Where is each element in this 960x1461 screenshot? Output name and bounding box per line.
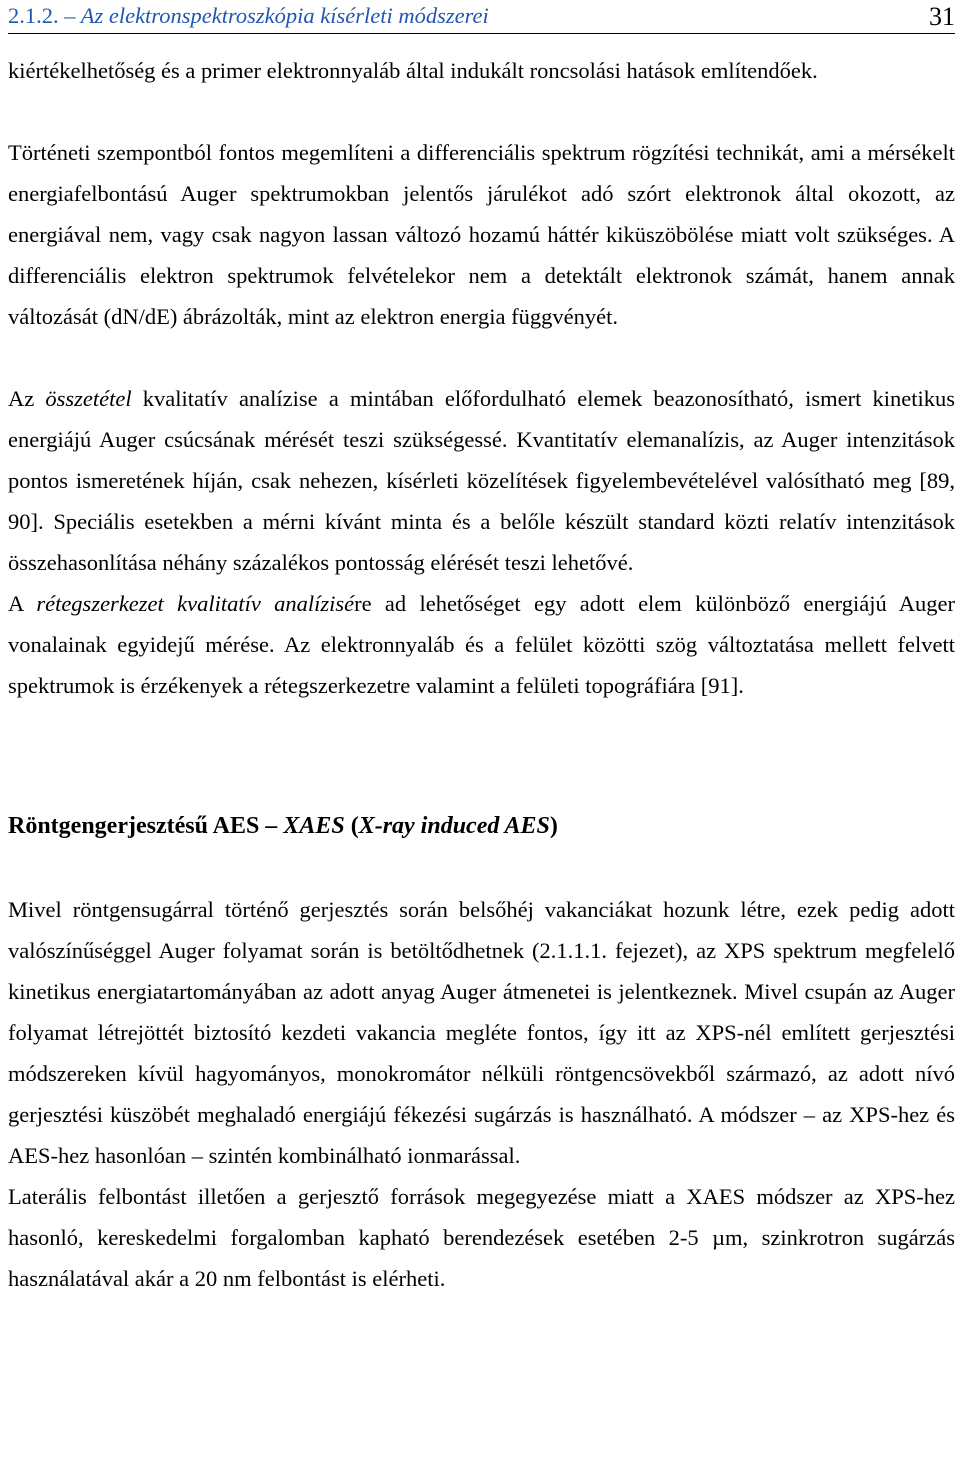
section-heading	[8, 806, 955, 847]
heading-part-1: Röntgengerjesztésű AES –	[8, 813, 284, 839]
header-section-title	[8, 3, 489, 29]
document-page	[8, 0, 955, 1299]
paragraph-3-start: Az	[8, 386, 46, 411]
heading-close-paren: )	[549, 813, 558, 839]
heading-abbrev: XAES	[283, 813, 345, 839]
paragraph-1: kiértékelhetőség és a primer elektronnyaláb által indukált roncsolási hatások említendőek.	[8, 58, 818, 83]
paragraph-5: Mivel röntgensugárral történő gerjesztés során belsőhéj vakanciákat hozunk létre, ezek pedig adott valószínűséggel Auger folyamat során is betöltődhetnek (2.1.1.1. fejezet), az XPS spektrum megfelelő kinetikus energiatartományában az adott anyag Auger átmenetei is jelentkeznek. Mivel csupán az Auger folyamat létrejöttét biztosító kezdeti vakancia megléte fontos, így itt az XPS-nél említett gerjesztési módszereken kívül hagyományos, monokromátor nélküli röntgencsövekből származó, az adott nívó gerjesztési küszöbét meghaladó energiájú fékezési sugárzás is használható. A módszer – az XPS-hez és AES-hez hasonlóan – szintén kombinálható ionmarással.	[8, 897, 955, 1168]
heading-expansion: X-ray induced AES	[358, 813, 550, 839]
paragraph-3	[8, 378, 955, 583]
page-number: 31	[929, 2, 955, 31]
paragraph-2: Történeti szempontból fontos megemlíteni a differenciális spektrum rögzítési technikát, ami a mérsékelt energiafelbontású Auger spektrumokban jelentős járulékot adó szórt elektronok által okozott, az energiával nem, vagy csak nagyon lassan változó hozamú háttér kiküszöbölése miatt volt szükséges. A differenciális elektron spektrumok felvételekor nem a detektált elektronok számát, hanem annak változását (dN/dE) ábrázolták, mint az elektron energia függvényét.	[8, 140, 955, 329]
paragraph-4	[8, 583, 955, 706]
paragraph-4-emphasis: rétegszerkezet kvalitatív analízisé	[36, 591, 355, 616]
header-section-number: 2.1.2.	[8, 3, 59, 28]
heading-open-paren: (	[344, 813, 359, 839]
paragraph-3-emphasis: összetétel	[45, 386, 132, 411]
paragraph-4-start: A	[8, 591, 37, 616]
paragraph-4-rest: re ad lehetőséget egy adott elem különböző energiájú Auger vonalainak egyidejű mérése. Az elektronnyaláb és a felület közötti szög változtatása mellett felvett spektrumok is érzékenyek a rétegszerkezetre valamint a felületi topográfiára [91].	[8, 591, 955, 698]
paragraph-3-rest: kvalitatív analízise a mintában előfordulható elemek beazonosítható, ismert kinetikus energiájú Auger csúcsának mérését teszi szükségessé. Kvantitatív elemanalízis, az Auger intenzitások pontos ismeretének híján, csak nehezen, kísérleti közelítések figyelembevételével valósítható meg [89, 90]. Speciális esetekben a mérni kívánt minta és a belőle készült standard közti relatív intenzitások összehasonlítása néhány százalékos pontosság elérését teszi lehetővé.	[8, 386, 955, 575]
paragraph-6: Laterális felbontást illetően a gerjesztő források megegyezése miatt a XAES módszer az XPS-hez hasonló, kereskedelmi forgalomban kapható berendezések esetében 2-5 µm, szinkrotron sugárzás használatával akár a 20 nm felbontást is elérheti.	[8, 1184, 955, 1291]
running-header	[8, 3, 955, 34]
header-section-text: – Az elektronspektroszkópia kísérleti módszerei	[64, 3, 489, 28]
